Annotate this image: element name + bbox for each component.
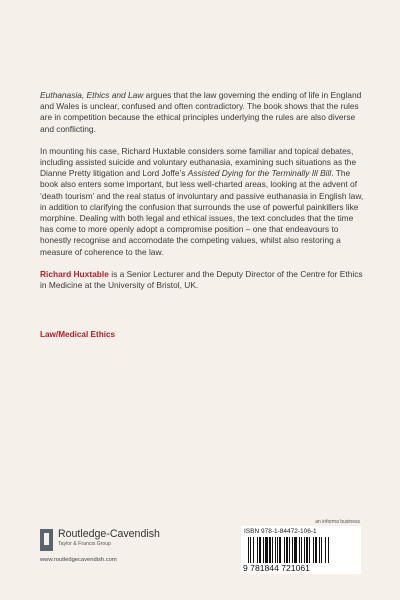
publisher-logo-icon [40,529,53,551]
barcode-icon [248,537,354,563]
bill-title: Assisted Dying for the Terminally Ill Bill [187,168,332,179]
blurb-paragraph-summary [40,90,365,135]
summary-text: argues that the law governing the ending of life in England and Wales is unclear, confused and often contradictory. The book shows that the rules are in competition because the ethical principles underlying the rules are also diverse and conflicting. [40,90,362,134]
book-title: Euthanasia, Ethics and Law [40,90,144,100]
blurb-paragraph-author [40,269,365,291]
publisher-name: Routledge-Cavendish [58,528,160,540]
blurb-paragraph-detail [40,146,365,258]
detail-text-end: . The book also enters some important, but less well-charted areas, looking at the advent of ‘death tourism’ and the real status of involuntary and passive euthanasia in English law, in addition to clarifying the confusion that surrounds the use of powerful painkillers like morphine. Dealing with both legal and ethical issues, the text concludes that the time has come to more openly adopt a compromise position – one that endeavours to honestly recognise and accomodate the competing values, whilst also restoring a measure of coherence to the law. [40,168,364,257]
author-bio: is a Senior Lecturer and the Deputy Director of the Centre for Ethics in Medicine at the University of Bristol, UK. [40,268,363,291]
publisher-group: Taylor & Francis Group [58,541,112,547]
barcode-panel [241,526,361,574]
subject-category: Law/Medical Ethics [40,330,116,339]
author-name: Richard Huxtable [40,268,109,279]
publisher-block [40,528,210,568]
barcode-digits: 9 781844 721061 [243,563,310,573]
detail-text-start: In mounting his case, Richard Huxtable considers some familiar and topical debates, including assisted suicide and voluntary euthanasia, examining such situations as the Dianne Pretty litigation and Lord Joffe’s [40,145,357,179]
publisher-url: www.routledgecavendish.com [40,557,117,563]
back-cover-blurb [40,90,365,302]
informa-tagline: an informa business [315,519,360,525]
isbn-label: ISBN 978-1-84472-106-1 [244,528,317,535]
